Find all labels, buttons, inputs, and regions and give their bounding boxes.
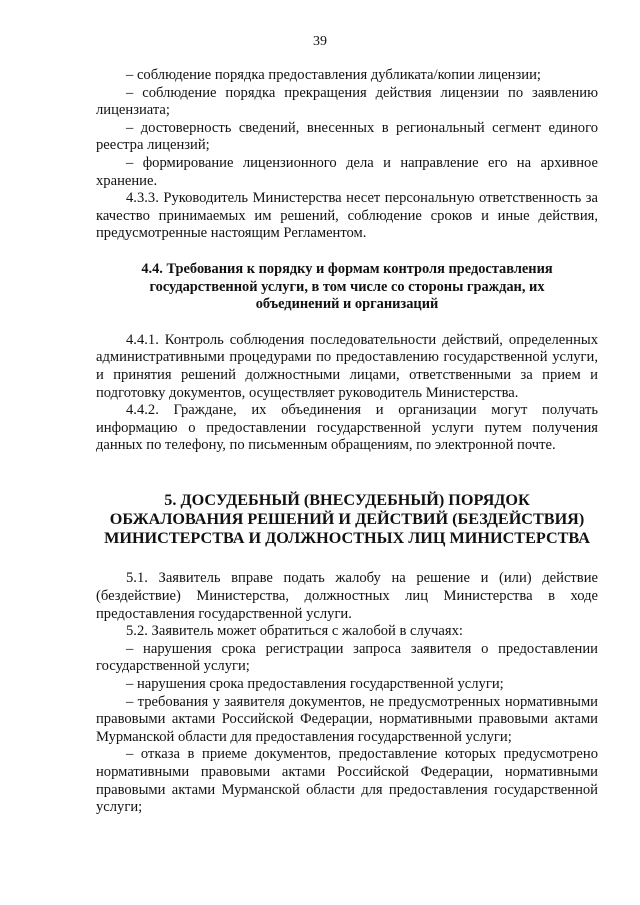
- list-item: – нарушения срока предоставления государственной услуги;: [126, 676, 504, 693]
- list-item: – формирование лицензионного дела и направление его на архивное хранение.: [96, 154, 598, 189]
- list-item: – отказа в приеме документов, предоставление которых предусмотрено нормативными правовыми актами Российской Федерации, нормативными правовыми актами Мурманской области для предоставления государственной услуги;: [96, 746, 598, 816]
- paragraph-5-1: 5.1. Заявитель вправе подать жалобу на решение и (или) действие (бездействие) Министерства, должностных лиц Министерства в ходе предоставления государственной услуги.: [96, 570, 598, 622]
- paragraph-4-3-3: 4.3.3. Руководитель Министерства несет персональную ответственность за качество принимаемых им решений, соблюдение сроков и иные действия, предусмотренные настоящим Регламентом.: [96, 190, 598, 242]
- list-item: – соблюдение порядка прекращения действия лицензии по заявлению лицензиата;: [96, 84, 598, 119]
- page-content: [96, 67, 598, 817]
- section-heading-5: 5. ДОСУДЕБНЫЙ (ВНЕСУДЕБНЫЙ) ПОРЯДОК ОБЖАЛОВАНИЯ РЕШЕНИЙ И ДЕЙСТВИЙ (БЕЗДЕЙСТВИЯ) МИНИСТЕРСТВА И ДОЛЖНОСТНЫХ ЛИЦ МИНИСТЕРСТВА: [104, 490, 590, 548]
- list-item: – требования у заявителя документов, не предусмотренных нормативными правовыми актами Российской Федерации, нормативными правовыми актами Мурманской области для предоставления государственной услуги;: [96, 693, 598, 745]
- section-heading-4-4: 4.4. Требования к порядку и формам контроля предоставления государственной услуги, в том числе со стороны граждан, их объединений и организаций: [141, 260, 553, 313]
- list-item: – соблюдение порядка предоставления дубликата/копии лицензии;: [126, 67, 541, 83]
- page-number: 39: [313, 34, 327, 49]
- list-item: – достоверность сведений, внесенных в региональный сегмент единого реестра лицензий;: [96, 119, 598, 154]
- list-item: – нарушения срока регистрации запроса заявителя о предоставлении государственной услуги;: [96, 640, 598, 675]
- paragraph-4-4-1: 4.4.1. Контроль соблюдения последовательности действий, определенных административными процедурами по предоставлению государственной услуги, и принятия решений должностными лицами, ответственными за прием и подготовку документов, осуществляет руководитель Министерства.: [96, 331, 598, 401]
- paragraph-4-4-2: 4.4.2. Граждане, их объединения и организации могут получать информацию о предоставлении государственной услуги путем получения данных по телефону, по письменным обращениям, по электронной почте.: [96, 402, 598, 454]
- paragraph-5-2: 5.2. Заявитель может обратиться с жалобой в случаях:: [126, 623, 463, 640]
